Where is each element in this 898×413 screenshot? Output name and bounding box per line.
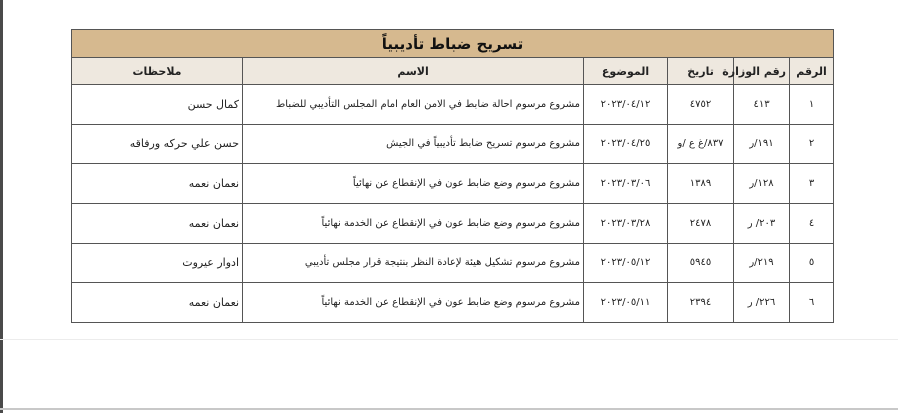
cell-topic: ٢٠٢٣/٠٣/٠٦ <box>584 164 668 204</box>
cell-number: ٤ <box>790 203 834 243</box>
header-date: تاريخ <box>668 58 734 85</box>
table-row <box>72 243 834 283</box>
left-border <box>0 0 3 413</box>
cell-number: ٥ <box>790 243 834 283</box>
cell-ministry-number: ٤١٣ <box>734 85 790 125</box>
cell-name: مشروع مرسوم تشكيل هيئة لإعادة النظر بنتيجة قرار مجلس تأديبي <box>243 243 584 283</box>
cell-notes: حسن علي حركه ورفاقه <box>72 124 243 164</box>
header-row <box>72 58 834 85</box>
cell-date: ٥٩٤٥ <box>668 243 734 283</box>
cell-topic: ٢٠٢٣/٠٤/٢٥ <box>584 124 668 164</box>
table-row <box>72 203 834 243</box>
cell-notes: كمال حسن <box>72 85 243 125</box>
cell-topic: ٢٠٢٣/٠٣/٢٨ <box>584 203 668 243</box>
cell-name: مشروع مرسوم وضع ضابط عون في الإنقطاع عن نهائياً <box>243 164 584 204</box>
cell-ministry-number: ٢١٩/ر <box>734 243 790 283</box>
cell-topic: ٢٠٢٣/٠٤/١٢ <box>584 85 668 125</box>
bottom-divider <box>0 408 898 410</box>
cell-date: ٤٧٥٢ <box>668 85 734 125</box>
cell-topic: ٢٠٢٣/٠٥/١١ <box>584 283 668 323</box>
cell-date: ٢٤٧٨ <box>668 203 734 243</box>
cell-number: ٢ <box>790 124 834 164</box>
cell-notes: نعمان نعمه <box>72 203 243 243</box>
divider <box>0 339 898 340</box>
header-ministry-number: رقم الوزارة <box>734 58 790 85</box>
cell-number: ١ <box>790 85 834 125</box>
cell-ministry-number: ١٩١/ر <box>734 124 790 164</box>
header-number: الرقم <box>790 58 834 85</box>
cell-topic: ٢٠٢٣/٠٥/١٢ <box>584 243 668 283</box>
table-title: تسريح ضباط تأديبياً <box>72 30 834 58</box>
cell-ministry-number: ٢٠٣/ ر <box>734 203 790 243</box>
table-row <box>72 85 834 125</box>
cell-notes: نعمان نعمه <box>72 283 243 323</box>
cell-name: مشروع مرسوم وضع ضابط عون في الإنقطاع عن الخدمة نهائياً <box>243 203 584 243</box>
header-name: الاسم <box>243 58 584 85</box>
table-row <box>72 124 834 164</box>
cell-number: ٦ <box>790 283 834 323</box>
officers-dismissal-table <box>71 29 834 323</box>
cell-name: مشروع مرسوم تسريح ضابط تأديبياً في الجيش <box>243 124 584 164</box>
cell-notes: ادوار عيروت <box>72 243 243 283</box>
cell-date: ١٣٨٩ <box>668 164 734 204</box>
cell-notes: نعمان نعمه <box>72 164 243 204</box>
cell-ministry-number: ١٢٨/ر <box>734 164 790 204</box>
cell-name: مشروع مرسوم وضع ضابط عون في الإنقطاع عن الخدمة نهائياً <box>243 283 584 323</box>
table-row <box>72 164 834 204</box>
cell-date: ٢٣٩٤ <box>668 283 734 323</box>
cell-name: مشروع مرسوم احالة ضابط في الامن العام امام المجلس التأديبي للضباط <box>243 85 584 125</box>
cell-number: ٣ <box>790 164 834 204</box>
table-row <box>72 283 834 323</box>
header-notes: ملاحظات <box>72 58 243 85</box>
cell-ministry-number: ٢٢٦/ ر <box>734 283 790 323</box>
header-topic: الموضوع <box>584 58 668 85</box>
cell-date: ٨٣٧/غ ع /و <box>668 124 734 164</box>
